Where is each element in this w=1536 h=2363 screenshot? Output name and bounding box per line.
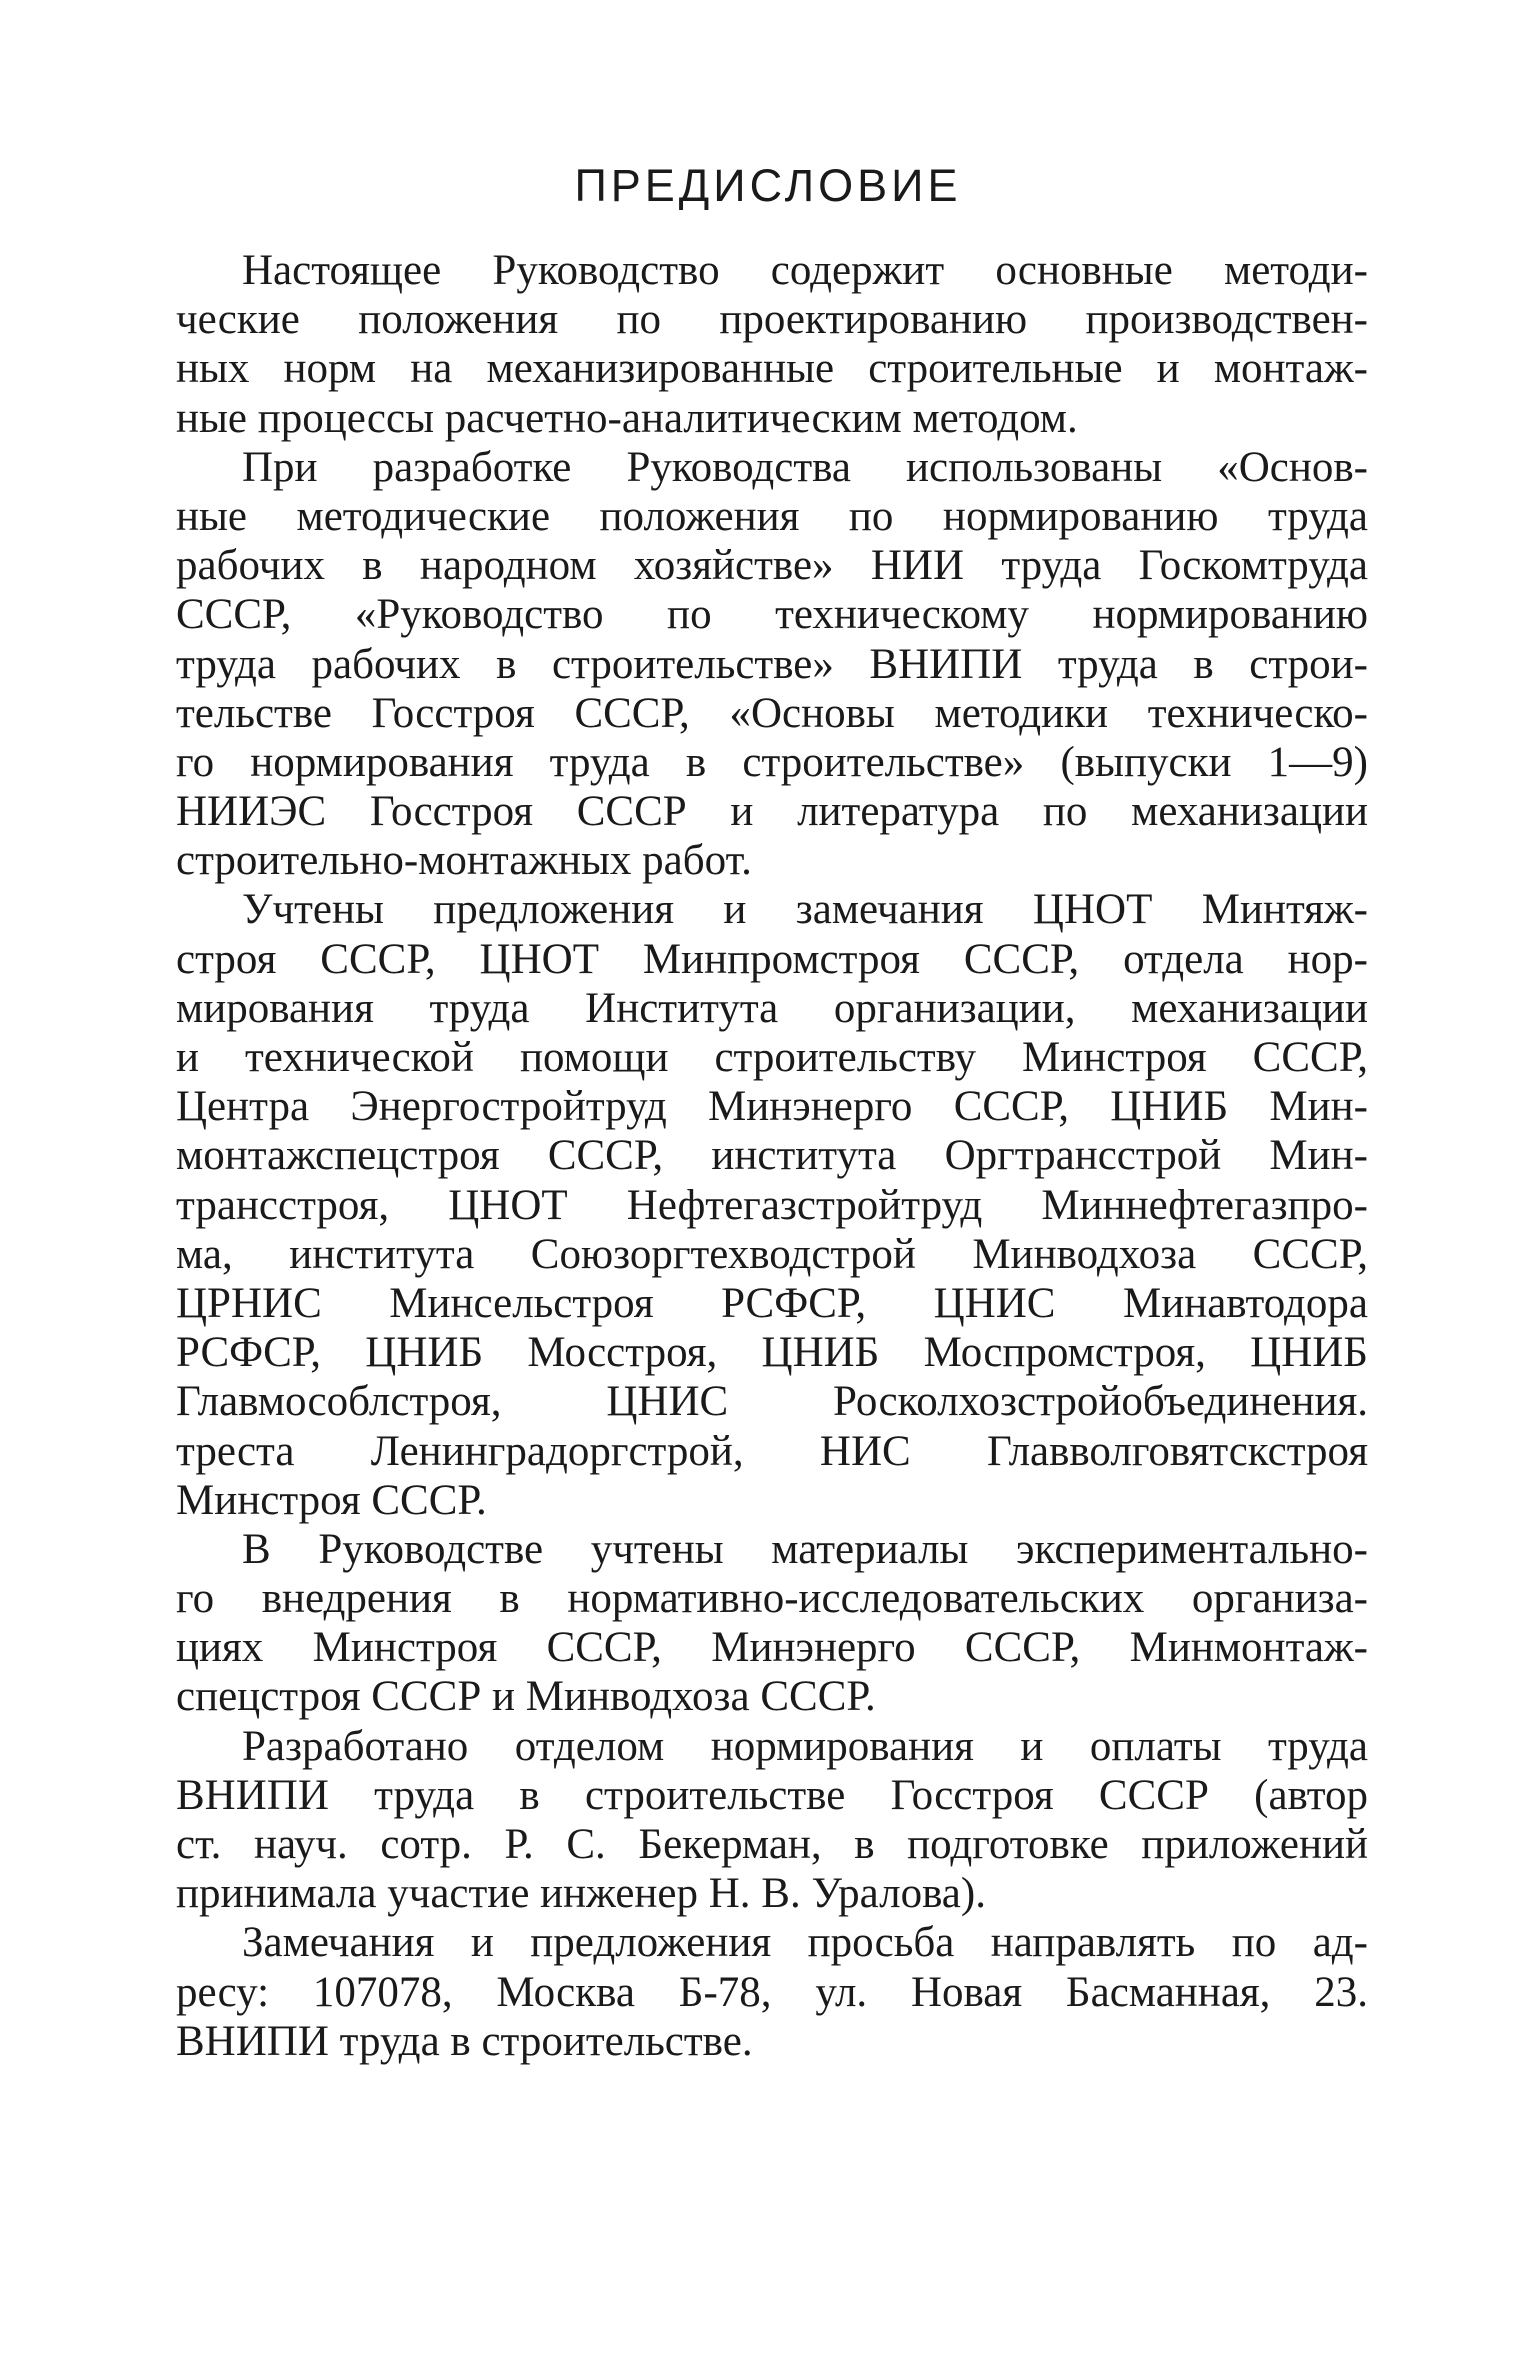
preface-body: [176, 246, 1368, 2066]
text-line: НИИЭС Госстроя СССР и литература по механизации: [176, 788, 1368, 836]
text-line: треста Ленинградоргстрой, НИС Главволговятскстроя: [176, 1427, 1368, 1475]
text-line: и технической помощи строительству Минстроя СССР,: [176, 1034, 1368, 1081]
text-line: Минстроя СССР.: [176, 1476, 487, 1524]
text-line: Настоящее Руководство содержит основные методи-: [242, 247, 1368, 294]
text-line: строительно-монтажных работ.: [176, 837, 752, 885]
text-line: тельстве Госстроя СССР, «Основы методики техническо-: [176, 689, 1368, 737]
text-line: В Руководстве учтены материалы экспериментально-: [242, 1525, 1368, 1573]
text-line: циях Минстроя СССР, Минэнерго СССР, Минмонтаж-: [176, 1624, 1368, 1672]
text-line: ВНИПИ труда в строительстве Госстроя СССР (автор: [176, 1771, 1368, 1819]
text-line: строя СССР, ЦНОТ Минпромстроя СССР, отдела нор-: [176, 935, 1368, 983]
text-line: ма, института Союзоргтехводстрой Минводхоза СССР,: [176, 1230, 1368, 1278]
text-line: ЦРНИС Минсельстроя РСФСР, ЦНИС Минавтодора: [176, 1279, 1368, 1327]
text-line: ресу: 107078, Москва Б-78, ул. Новая Басманная, 23.: [176, 1968, 1368, 2016]
text-line: го нормирования труда в строительстве» (выпуски 1—9): [176, 738, 1368, 786]
text-line: ВНИПИ труда в строительстве.: [176, 2017, 753, 2065]
text-line: ст. науч. сотр. Р. С. Бекерман, в подготовке приложений: [176, 1821, 1368, 1868]
text-line: рабочих в народном хозяйстве» НИИ труда Госкомтруда: [176, 542, 1368, 590]
text-line: Разработано отделом нормирования и оплаты труда: [242, 1722, 1368, 1770]
text-line: ные процессы расчетно-аналитическим методом.: [176, 394, 1078, 442]
text-line: Главмособлстроя, ЦНИС Росколхозстройобъединения.: [176, 1378, 1368, 1426]
text-line: го внедрения в нормативно-исследовательских организа-: [176, 1575, 1368, 1623]
text-line: монтажспецстроя СССР, института Оргтрансстрой Мин-: [176, 1132, 1368, 1180]
text-line: ных норм на механизированные строительные и монтаж-: [176, 345, 1368, 393]
text-line: ные методические положения по нормированию труда: [176, 492, 1368, 540]
text-line: труда рабочих в строительстве» ВНИПИ труда в строи-: [176, 640, 1368, 688]
text-line: Замечания и предложения просьба направлять по ад-: [242, 1919, 1368, 1967]
text-line: РСФСР, ЦНИБ Мосстроя, ЦНИБ Моспромстроя, ЦНИБ: [176, 1329, 1368, 1377]
text-line: спецстроя СССР и Минводхоза СССР.: [176, 1673, 876, 1721]
page-title: ПРЕДИСЛОВИЕ: [574, 160, 962, 211]
text-line: ческие положения по проектированию производствен-: [176, 296, 1368, 344]
text-line: СССР, «Руководство по техническому нормированию: [176, 591, 1368, 639]
text-line: принимала участие инженер Н. В. Уралова).: [176, 1870, 986, 1918]
text-line: мирования труда Института организации, механизации: [176, 984, 1368, 1032]
text-line: трансстроя, ЦНОТ Нефтегазстройтруд Миннефтегазпро-: [176, 1181, 1368, 1229]
text-line: Центра Энергостройтруд Минэнерго СССР, ЦНИБ Мин-: [176, 1083, 1368, 1131]
text-line: Учтены предложения и замечания ЦНОТ Минтяж-: [242, 886, 1368, 934]
text-line: При разработке Руководства использованы «Основ-: [242, 443, 1368, 491]
